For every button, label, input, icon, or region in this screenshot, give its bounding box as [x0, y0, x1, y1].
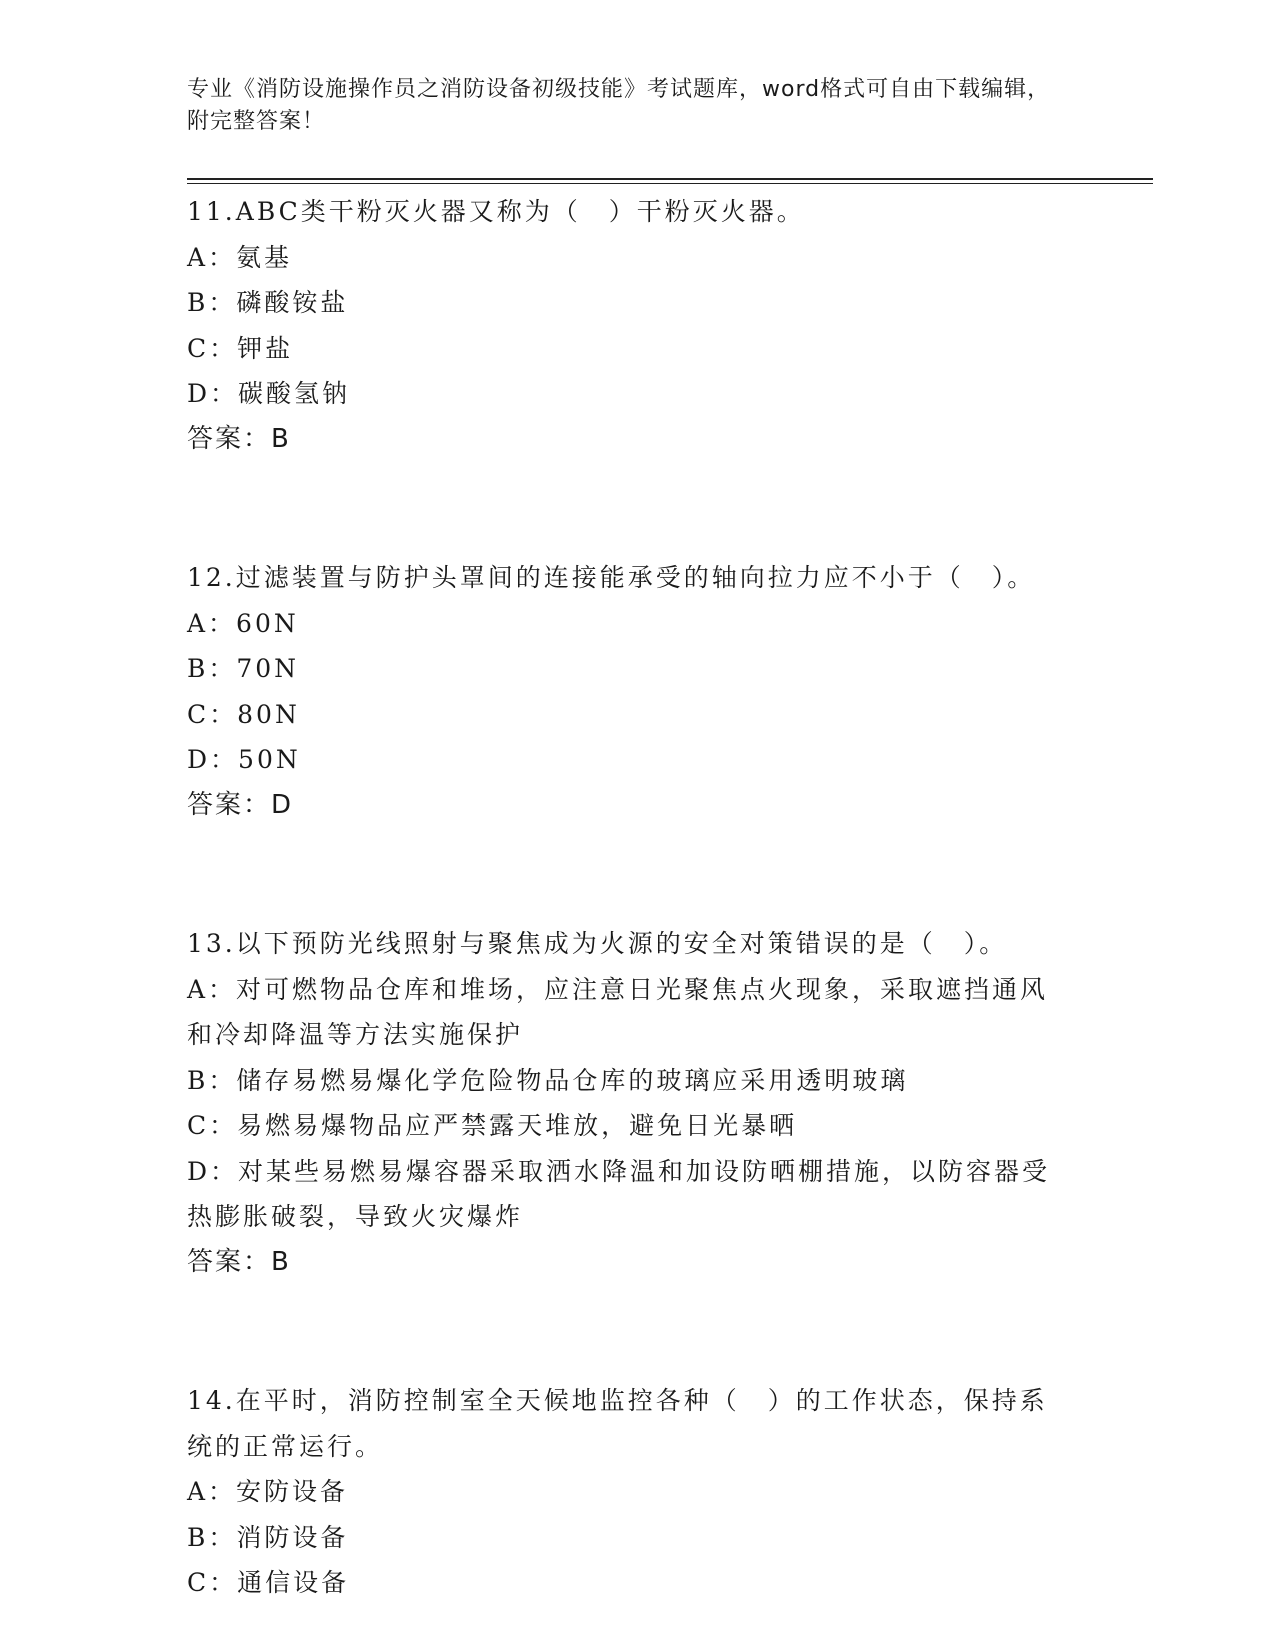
answer-line: 答案：D: [187, 789, 294, 820]
option-d: D：50N: [187, 745, 301, 774]
option-d: D：对某些易燃易爆容器采取洒水降温和加设防晒棚措施，以防容器受热膨胀破裂，导致火灾爆炸: [187, 1156, 1051, 1231]
option-b: B：磷酸铵盐: [187, 288, 349, 317]
question-11: [187, 189, 1067, 462]
option-a: A：安防设备: [187, 1477, 349, 1506]
header-divider-thick: [187, 178, 1153, 180]
option-b: B：消防设备: [187, 1522, 349, 1552]
option-b: B：70N: [187, 654, 300, 683]
question-list: [187, 189, 1067, 1606]
answer-line: 答案：B: [187, 423, 291, 454]
header-divider-thin: [187, 183, 1153, 184]
question-stem: 12.过滤装置与防护头罩间的连接能承受的轴向拉力应不小于（ ）。: [187, 563, 1036, 592]
question-stem: 14.在平时，消防控制室全天候地监控各种（ ）的工作状态，保持系统的正常运行。: [187, 1386, 1048, 1461]
answer-line: 答案：B: [187, 1246, 291, 1277]
option-c: C：80N: [187, 699, 300, 729]
question-12: [187, 555, 1067, 828]
option-c: C：易燃易爆物品应严禁露天堆放，避免日光暴晒: [187, 1111, 798, 1140]
document-header: 专业《消防设施操作员之消防设备初级技能》考试题库，word格式可自由下载编辑，附完整答案！: [187, 77, 1051, 134]
spacer: [187, 462, 1067, 555]
option-a: A：对可燃物品仓库和堆场，应注意日光聚焦点火现象，采取遮挡通风和冷却降温等方法实施保护: [187, 974, 1049, 1049]
option-b: B：储存易燃易爆化学危险物品仓库的玻璃应采用透明玻璃: [187, 1065, 909, 1095]
question-stem: 11.ABC类干粉灭火器又称为（ ）干粉灭火器。: [187, 197, 805, 226]
option-c: C：钾盐: [187, 333, 294, 363]
option-c: C：通信设备: [187, 1568, 350, 1597]
question-stem: 13.以下预防光线照射与聚焦成为火源的安全对策错误的是（ ）。: [187, 929, 1008, 958]
option-d: D：碳酸氢钠: [187, 379, 351, 408]
question-14: [187, 1378, 1067, 1606]
spacer: [187, 828, 1067, 921]
option-a: A：氨基: [187, 242, 293, 272]
option-a: A：60N: [187, 608, 299, 638]
spacer: [187, 1285, 1067, 1378]
question-13: [187, 921, 1067, 1285]
